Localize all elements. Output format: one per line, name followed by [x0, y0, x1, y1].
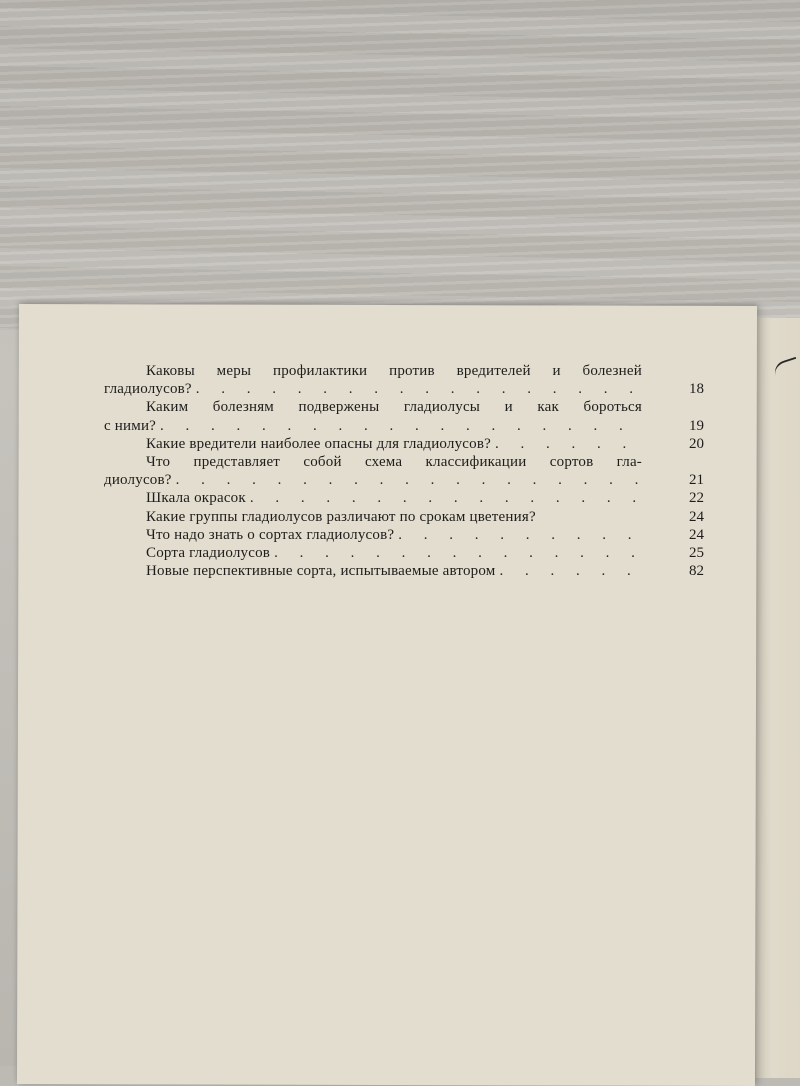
toc-line: [104, 398, 704, 416]
toc-entry: [104, 398, 704, 434]
toc-line: [104, 435, 704, 453]
toc-page-number: 19: [689, 417, 704, 434]
table-of-contents: [104, 362, 704, 580]
toc-entry-text: Что представляет собой схема классификации сортов гла-: [146, 454, 642, 471]
toc-line: [104, 508, 704, 526]
toc-entry-text: Каким болезням подвержены гладиолусы и как бороться: [146, 399, 642, 416]
toc-page-number: 20: [689, 435, 704, 452]
toc-page-number: 82: [689, 563, 704, 580]
dot-leader: [160, 417, 638, 435]
toc-entry: [104, 435, 704, 453]
toc-line: [104, 471, 704, 489]
dot-leader: [500, 562, 639, 580]
toc-entry-text: с ними?: [104, 417, 157, 434]
toc-entry-text: гладиолусов?: [104, 381, 192, 398]
toc-entry: [104, 508, 704, 526]
toc-entry-text: Что надо знать о сортах гладиолусов?: [146, 526, 395, 543]
toc-line: [104, 526, 704, 544]
toc-entry-text: Какие группы гладиолусов различают по срокам цветения?: [146, 508, 536, 525]
dot-leader: [250, 489, 638, 507]
toc-entry-text: Сорта гладиолусов: [146, 545, 271, 562]
dot-leader: [495, 435, 638, 453]
toc-entry: [104, 453, 704, 489]
dot-leader: [196, 380, 638, 398]
dot-leader: [398, 526, 638, 544]
toc-entry-text: диолусов?: [104, 472, 172, 489]
dot-leader: [176, 471, 638, 489]
toc-entry-text: Каковы меры профилактики против вредителей и болезней: [146, 363, 642, 379]
toc-page-number: 25: [689, 545, 704, 562]
toc-line: [104, 489, 704, 507]
toc-page-number: 24: [689, 526, 704, 543]
toc-page-number: 18: [689, 381, 704, 398]
toc-line: [104, 453, 704, 471]
wooden-table-background: [0, 0, 800, 330]
toc-entry-text: Новые перспективные сорта, испытываемые автором: [146, 563, 496, 580]
toc-line: [104, 362, 704, 380]
toc-page-number: 24: [689, 508, 704, 525]
toc-entry-text: Какие вредители наиболее опасны для гладиолусов?: [146, 435, 492, 452]
toc-line: [104, 544, 704, 562]
toc-entry: [104, 526, 704, 544]
next-page-edge: [752, 318, 800, 1078]
dot-leader: [274, 544, 638, 562]
toc-page-number: 22: [689, 490, 704, 507]
toc-page-number: 21: [689, 472, 704, 489]
toc-line: [104, 562, 704, 580]
toc-entry: [104, 544, 704, 562]
toc-entry: [104, 362, 704, 398]
toc-entry-text: Шкала окрасок: [146, 490, 246, 507]
toc-line: [104, 417, 704, 435]
toc-entry: [104, 489, 704, 507]
toc-line: [104, 380, 704, 398]
toc-entry: [104, 562, 704, 580]
